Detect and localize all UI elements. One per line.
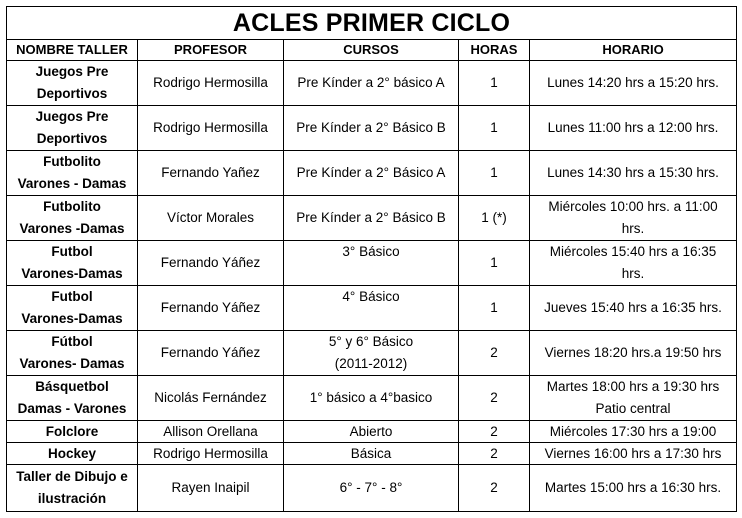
horas: 2 (490, 345, 498, 360)
horario: Miércoles 15:40 hrs a 16:35 hrs. (549, 244, 717, 281)
horas: 1 (*) (481, 210, 507, 225)
taller-name: Taller de Dibujo e ilustración (16, 469, 128, 506)
profesor: Rodrigo Hermosilla (153, 75, 268, 90)
cursos: Básica (350, 445, 392, 461)
taller-name: Folclore (45, 423, 99, 439)
horas: 1 (490, 120, 498, 135)
taller-name: Futbolito Varones -Damas (19, 199, 125, 236)
taller-name: Futbol Varones-Damas (21, 289, 123, 326)
table-row (7, 421, 737, 443)
cursos: Pre Kínder a 2° Básico B (296, 120, 446, 135)
header-horas: HORAS (459, 40, 530, 61)
taller-name: Básquetbol Damas - Varones (17, 379, 127, 416)
taller-name: Futbol Varones-Damas (21, 244, 123, 281)
cursos: Pre Kínder a 2° básico A (297, 75, 445, 90)
cursos: Pre Kínder a 2° Básico A (296, 165, 446, 180)
header-profesor: PROFESOR (138, 40, 284, 61)
table-row (7, 331, 737, 376)
profesor: Fernando Yañez (161, 165, 260, 180)
horario: Lunes 11:00 hrs a 12:00 hrs. (547, 120, 719, 135)
horario: Miércoles 10:00 hrs. a 11:00 hrs. (548, 199, 718, 236)
horas: 1 (490, 165, 498, 180)
horario: Martes 18:00 hrs a 19:30 hrs Patio central (546, 379, 720, 416)
horario: Jueves 15:40 hrs a 16:35 hrs. (544, 300, 722, 315)
taller-name: Futbolito Varones - Damas (17, 154, 127, 191)
profesor: Fernando Yáñez (160, 300, 261, 315)
cursos: 3° Básico (342, 244, 400, 259)
cursos: 5° y 6° Básico (2011-2012) (328, 334, 414, 371)
table-row (7, 241, 737, 286)
horario: Lunes 14:20 hrs a 15:20 hrs. (547, 75, 719, 90)
horario: Martes 15:00 hrs a 16:30 hrs. (544, 480, 722, 495)
profesor: Fernando Yáñez (160, 345, 261, 360)
horario: Viernes 18:20 hrs.a 19:50 hrs (544, 345, 722, 360)
horas: 1 (490, 300, 498, 315)
table-row (7, 106, 737, 151)
horario: Lunes 14:30 hrs a 15:30 hrs. (547, 165, 719, 180)
schedule-table (6, 6, 737, 512)
horas: 2 (490, 390, 498, 405)
profesor: Rayen Inaipil (171, 480, 250, 495)
cursos: Abierto (349, 423, 393, 439)
horario: Miércoles 17:30 hrs a 19:00 (549, 423, 717, 439)
profesor: Rodrigo Hermosilla (153, 120, 268, 135)
header-nombre-taller: NOMBRE TALLER (7, 40, 138, 61)
profesor: Víctor Morales (166, 210, 255, 225)
header-row (7, 40, 737, 61)
table-row (7, 151, 737, 196)
cursos: 4° Básico (342, 289, 400, 304)
table-row (7, 443, 737, 465)
table-row (7, 376, 737, 421)
table-row (7, 286, 737, 331)
page-title: ACLES PRIMER CICLO (7, 7, 737, 40)
cursos: 1° básico a 4°basico (309, 390, 433, 405)
cursos: Pre Kínder a 2° Básico B (296, 210, 446, 225)
table-row (7, 61, 737, 106)
horas: 2 (490, 445, 498, 461)
cursos: 6° - 7° - 8° (339, 480, 403, 495)
title-row (7, 7, 737, 40)
profesor: Fernando Yáñez (160, 255, 261, 270)
profesor: Rodrigo Hermosilla (153, 445, 268, 461)
taller-name: Hockey (47, 445, 97, 461)
table-row (7, 465, 737, 512)
header-horario: HORARIO (530, 40, 737, 61)
profesor: Allison Orellana (163, 423, 258, 439)
taller-name: Juegos Pre Deportivos (35, 109, 109, 146)
horas: 1 (490, 255, 498, 270)
table-row (7, 196, 737, 241)
horas: 2 (490, 423, 498, 439)
profesor: Nicolás Fernández (154, 390, 267, 405)
horario: Viernes 16:00 hrs a 17:30 hrs (544, 445, 722, 461)
horas: 1 (490, 75, 498, 90)
taller-name: Juegos Pre Deportivos (35, 64, 109, 101)
header-cursos: CURSOS (284, 40, 459, 61)
document (6, 6, 736, 512)
horas: 2 (490, 480, 498, 495)
taller-name: Fútbol Varones- Damas (19, 334, 125, 371)
